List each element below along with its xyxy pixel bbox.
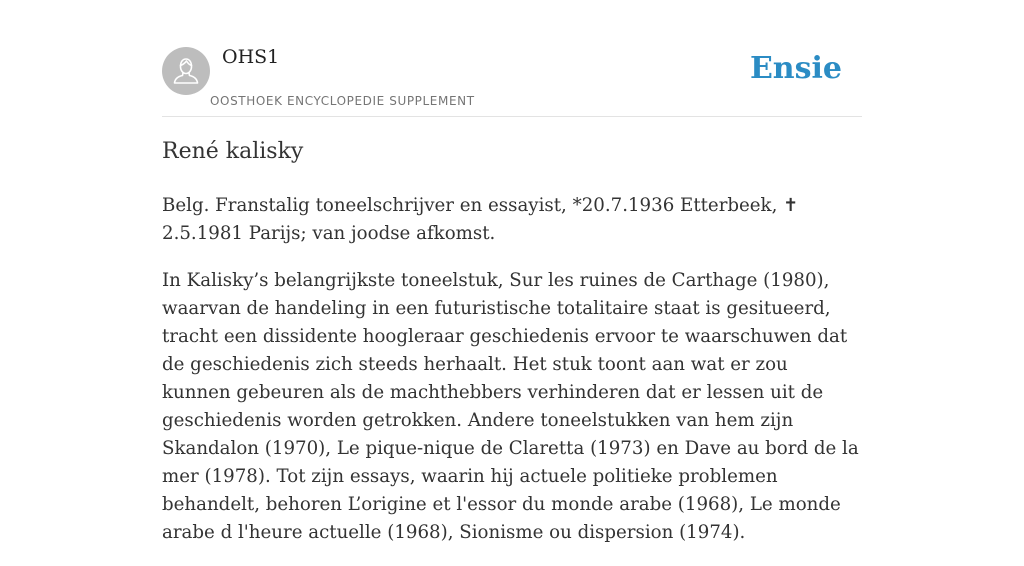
article-header xyxy=(162,0,862,117)
user-icon xyxy=(162,47,210,95)
article-body xyxy=(162,192,862,566)
user-name[interactable]: OHS1 xyxy=(222,46,280,68)
source-label: OOSTHOEK ENCYCLOPEDIE SUPPLEMENT xyxy=(210,94,475,108)
article-title: René kalisky xyxy=(162,139,304,164)
article-paragraph-2: In Kalisky’s belangrijkste toneelstuk, Sur les ruines de Carthage (1980), waarvan de handeling in een futuristische totalitaire staat is gesitueerd, tracht een dissidente hoogleraar geschiedenis ervoor te waarschuwen dat de geschiedenis zich steeds herhaalt. Het stuk toont aan wat er zou kunnen gebeuren als de machthebbers verhinderen dat er lessen uit de geschiedenis worden getrokken. Andere toneelstukken van hem zijn Skandalon (1970), Le pique-nique de Claretta (1973) en Dave au bord de la mer (1978). Tot zijn essays, waarin hij actuele politieke problemen behandelt, behoren L’origine et l'essor du monde arabe (1968), Le monde arabe d l'heure actuelle (1968), Sionisme ou dispersion (1974). xyxy=(162,270,859,543)
avatar[interactable] xyxy=(162,47,210,95)
article-paragraph-1: Belg. Franstalig toneelschrijver en essayist, *20.7.1936 Etterbeek, ✝ 2.5.1981 Parijs; van joodse afkomst. xyxy=(162,195,799,244)
brand-logo[interactable]: Ensie xyxy=(749,51,842,86)
